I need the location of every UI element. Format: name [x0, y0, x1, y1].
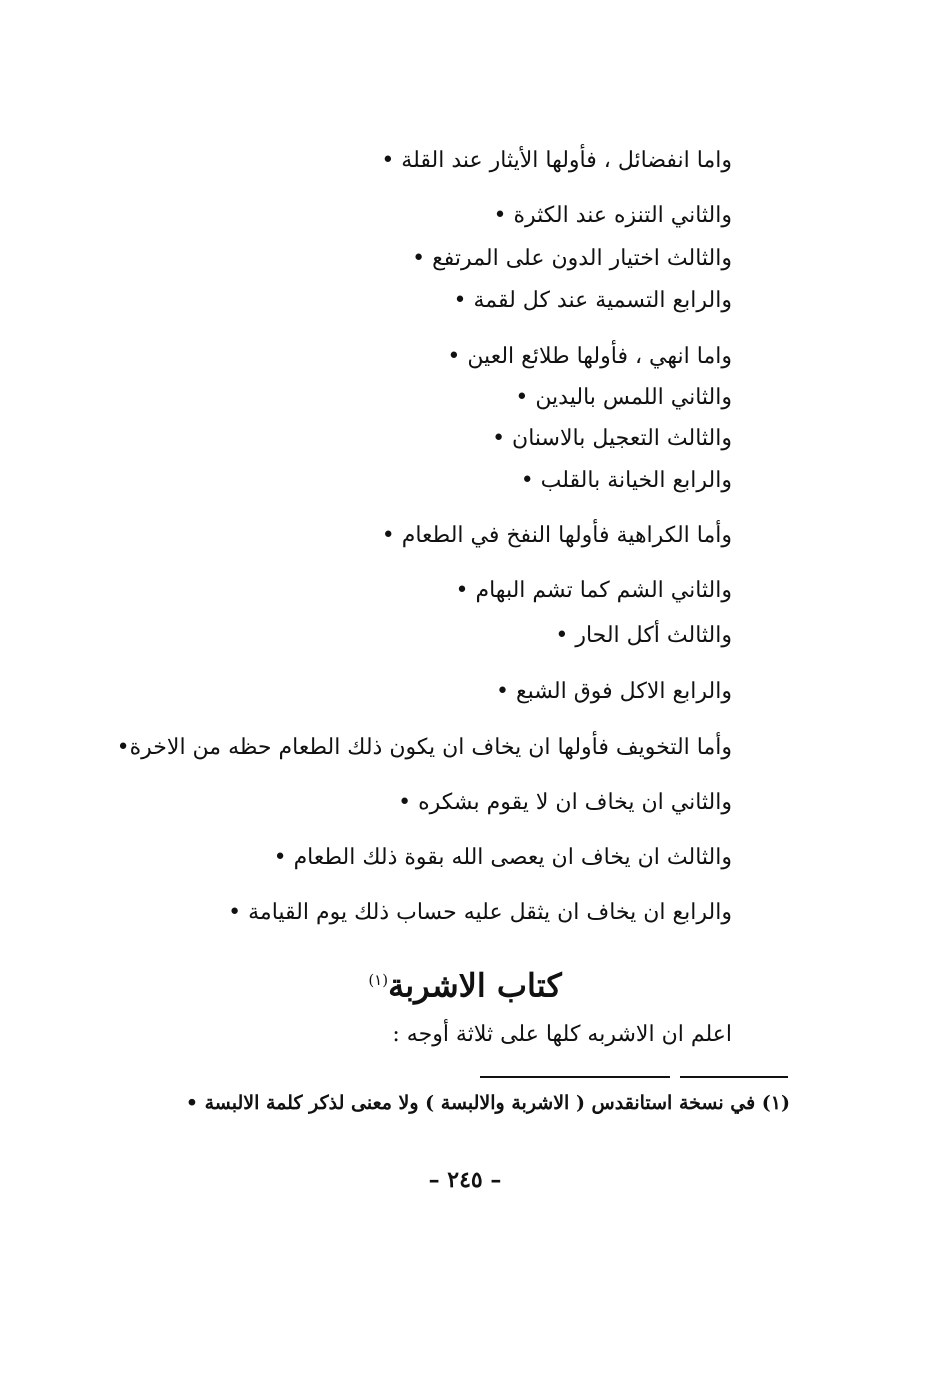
- text-line: والثاني الشم كما تشم البهام •: [455, 578, 732, 603]
- section-heading-title: كتاب الاشربة: [388, 966, 562, 1005]
- text-line: والثاني اللمس باليدين •: [515, 385, 732, 410]
- footnote-divider: [480, 1076, 670, 1078]
- text-line: والرابع الاكل فوق الشبع •: [495, 679, 732, 704]
- text-line: والرابع التسمية عند كل لقمة •: [453, 288, 732, 313]
- text-line: والثاني التنزه عند الكثرة •: [493, 203, 732, 228]
- footnote: (١) في نسخة استانقدس ( الاشربة والالبسة ) ولا معنى لذكر كلمة الالبسة •: [185, 1092, 790, 1114]
- text-line: والثاني ان يخاف ان لا يقوم بشكره •: [398, 790, 732, 815]
- text-line: والرابع ان يخاف ان يثقل عليه حساب ذلك يوم القيامة •: [228, 900, 732, 925]
- text-line: والثالث اختيار الدون على المرتفع •: [412, 246, 732, 271]
- text-line: والثالث ان يخاف ان يعصى الله بقوة ذلك الطعام •: [273, 845, 732, 870]
- text-line: والثالث التعجيل بالاسنان •: [492, 426, 732, 451]
- footnote-divider: [680, 1076, 788, 1078]
- text-line: والثالث أكل الحار •: [555, 623, 732, 648]
- intro-line: اعلم ان الاشربه كلها على ثلاثة أوجه :: [392, 1022, 732, 1047]
- text-line: واما انفضائل ، فأولها الأيثار عند القلة •: [381, 148, 732, 173]
- text-line: وأما الكراهية فأولها النفخ في الطعام •: [381, 523, 732, 548]
- text-line: واما انهي ، فأولها طلائع العين •: [447, 344, 732, 369]
- text-line: والرابع الخيانة بالقلب •: [520, 468, 732, 493]
- page-number: – ٢٤٥ –: [428, 1167, 502, 1193]
- text-line: وأما التخويف فأولها ان يخاف ان يكون ذلك الطعام حظه من الاخرة•: [116, 735, 732, 760]
- section-heading: [0, 958, 930, 1008]
- footnote-marker: (١): [368, 971, 389, 989]
